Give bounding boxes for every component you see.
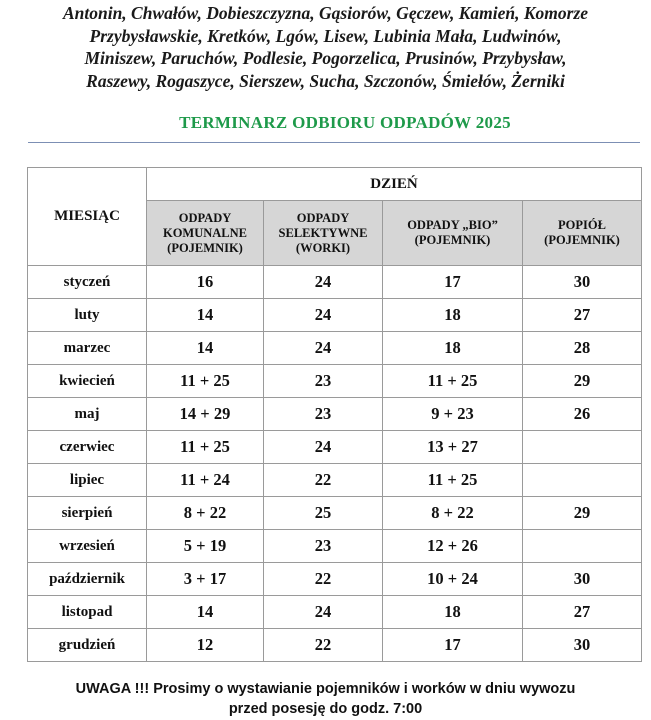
day-cell-popiol: 27 <box>523 299 642 332</box>
village-line: Raszewy, Rogaszyce, Sierszew, Sucha, Szczonów, Śmiełów, Żerniki <box>86 70 565 91</box>
month-cell: grudzień <box>28 629 147 662</box>
village-list <box>0 2 651 92</box>
day-cell-selektywne: 24 <box>264 332 383 365</box>
day-cell-selektywne: 22 <box>264 464 383 497</box>
day-cell-komunalne: 11 + 24 <box>147 464 264 497</box>
day-cell-popiol: 26 <box>523 398 642 431</box>
day-cell-komunalne: 12 <box>147 629 264 662</box>
day-header: DZIEŃ <box>147 168 642 201</box>
day-cell-popiol: 30 <box>523 629 642 662</box>
day-cell-popiol <box>523 431 642 464</box>
schedule-rows <box>28 266 642 662</box>
day-cell-bio: 17 <box>383 629 523 662</box>
day-cell-komunalne: 11 + 25 <box>147 431 264 464</box>
day-cell-popiol: 29 <box>523 365 642 398</box>
day-cell-popiol: 30 <box>523 563 642 596</box>
day-cell-komunalne: 8 + 22 <box>147 497 264 530</box>
day-cell-bio: 11 + 25 <box>383 365 523 398</box>
day-cell-komunalne: 14 <box>147 332 264 365</box>
month-cell: wrzesień <box>28 530 147 563</box>
collection-schedule-table <box>27 167 642 662</box>
table-row <box>28 596 642 629</box>
day-cell-komunalne: 14 + 29 <box>147 398 264 431</box>
month-cell: sierpień <box>28 497 147 530</box>
table-row <box>28 530 642 563</box>
month-cell: marzec <box>28 332 147 365</box>
day-cell-selektywne: 24 <box>264 431 383 464</box>
day-cell-komunalne: 11 + 25 <box>147 365 264 398</box>
day-cell-popiol: 30 <box>523 266 642 299</box>
day-cell-popiol: 28 <box>523 332 642 365</box>
day-cell-selektywne: 24 <box>264 596 383 629</box>
day-cell-bio: 10 + 24 <box>383 563 523 596</box>
month-cell: luty <box>28 299 147 332</box>
table-row <box>28 629 642 662</box>
month-cell: kwiecień <box>28 365 147 398</box>
village-line: Miniszew, Paruchów, Podlesie, Pogorzelica, Prusinów, Przybysław, <box>84 48 567 68</box>
day-cell-bio: 11 + 25 <box>383 464 523 497</box>
month-cell: czerwiec <box>28 431 147 464</box>
day-cell-bio: 12 + 26 <box>383 530 523 563</box>
day-cell-selektywne: 22 <box>264 563 383 596</box>
day-cell-komunalne: 14 <box>147 299 264 332</box>
table-row <box>28 563 642 596</box>
day-cell-selektywne: 23 <box>264 398 383 431</box>
day-cell-komunalne: 14 <box>147 596 264 629</box>
day-cell-bio: 18 <box>383 299 523 332</box>
title-divider <box>28 142 640 143</box>
day-cell-selektywne: 22 <box>264 629 383 662</box>
day-cell-bio: 17 <box>383 266 523 299</box>
table-row <box>28 497 642 530</box>
day-cell-selektywne: 23 <box>264 530 383 563</box>
day-cell-bio: 8 + 22 <box>383 497 523 530</box>
day-cell-bio: 9 + 23 <box>383 398 523 431</box>
day-cell-komunalne: 5 + 19 <box>147 530 264 563</box>
day-cell-komunalne: 3 + 17 <box>147 563 264 596</box>
table-row <box>28 266 642 299</box>
day-cell-selektywne: 24 <box>264 266 383 299</box>
col-header-selektywne: ODPADY SELEKTYWNE (WORKI) <box>264 201 383 266</box>
month-cell: październik <box>28 563 147 596</box>
day-cell-popiol: 27 <box>523 596 642 629</box>
month-cell: styczeń <box>28 266 147 299</box>
village-line: Antonin, Chwałów, Dobieszczyzna, Gąsiorów, Gęczew, Kamień, Komorze <box>62 3 589 23</box>
notice-line-2: przed posesję do godz. 7:00 <box>228 701 423 717</box>
day-cell-popiol: 29 <box>523 497 642 530</box>
month-cell: maj <box>28 398 147 431</box>
day-cell-bio: 18 <box>383 596 523 629</box>
col-header-bio: ODPADY „BIO” (POJEMNIK) <box>383 201 523 266</box>
table-row <box>28 464 642 497</box>
village-line: Przybysławskie, Kretków, Lgów, Lisew, Lubinia Mała, Ludwinów, <box>89 25 562 46</box>
notice-line-1: UWAGA !!! Prosimy o wystawianie pojemników i worków w dniu wywozu <box>75 681 576 697</box>
table-row <box>28 365 642 398</box>
day-cell-popiol <box>523 464 642 497</box>
day-cell-bio: 18 <box>383 332 523 365</box>
notice <box>0 679 651 719</box>
col-header-popiol: POPIÓŁ (POJEMNIK) <box>523 201 642 266</box>
day-cell-popiol <box>523 530 642 563</box>
table-row <box>28 299 642 332</box>
day-cell-komunalne: 16 <box>147 266 264 299</box>
day-cell-selektywne: 24 <box>264 299 383 332</box>
table-row <box>28 431 642 464</box>
day-cell-bio: 13 + 27 <box>383 431 523 464</box>
table-row <box>28 332 642 365</box>
day-cell-selektywne: 25 <box>264 497 383 530</box>
schedule-title: TERMINARZ ODBIORU ODPADÓW 2025 <box>179 113 511 132</box>
month-cell: listopad <box>28 596 147 629</box>
day-cell-selektywne: 23 <box>264 365 383 398</box>
month-header: MIESIĄC <box>28 168 147 266</box>
col-header-komunalne: ODPADY KOMUNALNE (POJEMNIK) <box>147 201 264 266</box>
table-row <box>28 398 642 431</box>
month-cell: lipiec <box>28 464 147 497</box>
